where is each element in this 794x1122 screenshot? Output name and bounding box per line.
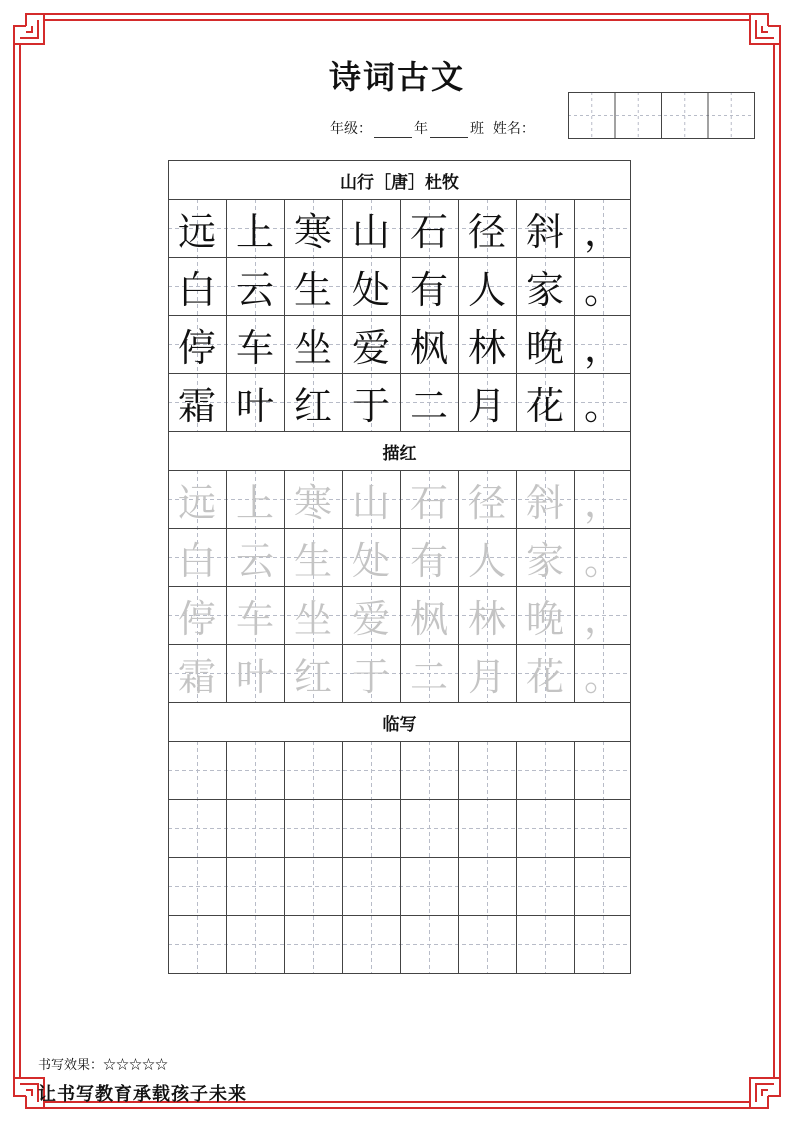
poem-char: 生	[293, 267, 332, 312]
poem-char: 径	[467, 480, 506, 525]
poem-char: 处	[351, 538, 390, 583]
poem-char: 人	[467, 538, 506, 583]
poem-char: 云	[235, 267, 274, 312]
poem-char: ，	[583, 596, 622, 641]
grade-label: 年级：	[330, 121, 372, 137]
poem-char: 家	[525, 267, 564, 312]
poem-char: 于	[351, 383, 390, 428]
poem-char: 林	[467, 596, 506, 641]
poem-char: 坐	[293, 596, 332, 641]
poem-char: 花	[525, 383, 564, 428]
poem-char: 霜	[177, 654, 216, 699]
poem-char: 有	[409, 267, 448, 312]
poem-char: 停	[177, 596, 216, 641]
poem-char: 远	[177, 209, 216, 254]
poem-char: 。	[583, 383, 622, 428]
poem-char: 二	[409, 654, 448, 699]
name-label: 姓名：	[492, 121, 535, 137]
poem-char: 月	[467, 654, 506, 699]
poem-char: 车	[235, 596, 274, 641]
poem-char: 远	[177, 480, 216, 525]
poem-char: 斜	[525, 209, 564, 254]
poem-char: 生	[293, 538, 332, 583]
poem-char: 晚	[525, 596, 564, 641]
poem-char: 晚	[525, 325, 564, 370]
poem-char: ，	[583, 325, 622, 370]
student-info	[330, 118, 535, 138]
poem-char: 云	[235, 538, 274, 583]
year-label: 年	[414, 121, 428, 137]
class-blank[interactable]	[430, 123, 468, 138]
poem-char: 。	[583, 654, 622, 699]
copy-grid-lines	[168, 741, 631, 974]
poem-char: 叶	[235, 383, 274, 428]
poem-char: 上	[235, 480, 274, 525]
poem-char: 坐	[293, 325, 332, 370]
poem-char: 于	[351, 654, 390, 699]
trace-heading: 描红	[168, 431, 631, 470]
poem-char: 白	[177, 267, 216, 312]
poem-char: 爱	[351, 325, 390, 370]
poem-char: 车	[235, 325, 274, 370]
trace-grid[interactable]	[168, 470, 631, 702]
poem-char: 爱	[351, 596, 390, 641]
poem-char: 有	[409, 538, 448, 583]
poem-char: 叶	[235, 654, 274, 699]
poem-char: 人	[467, 267, 506, 312]
grade-blank[interactable]	[374, 123, 412, 138]
poem-char: 山	[351, 480, 390, 525]
poem-char: 红	[293, 654, 332, 699]
copy-heading: 临写	[168, 702, 631, 741]
poem-char: 。	[583, 267, 622, 312]
poem-char: 停	[177, 325, 216, 370]
poem-char: 。	[583, 538, 622, 583]
poem-char: 家	[525, 538, 564, 583]
poem-char: 寒	[293, 209, 332, 254]
class-label: 班	[470, 121, 484, 137]
poem-char: 石	[409, 209, 448, 254]
poem-char: 处	[351, 267, 390, 312]
poem-char: 林	[467, 325, 506, 370]
poem-char: 上	[235, 209, 274, 254]
page-title: 诗词古文	[328, 58, 465, 96]
poem-char: 径	[467, 209, 506, 254]
copy-grid[interactable]	[168, 741, 631, 973]
practice-sheet	[168, 160, 631, 973]
poem-char: 花	[525, 654, 564, 699]
name-boxes[interactable]	[568, 92, 756, 140]
poem-char: 红	[293, 383, 332, 428]
poem-char: 二	[409, 383, 448, 428]
poem-char: 白	[177, 538, 216, 583]
poem-grid	[168, 199, 631, 431]
poem-char: ，	[583, 480, 622, 525]
poem-char: 石	[409, 480, 448, 525]
poem-char: 斜	[525, 480, 564, 525]
poem-char: 月	[467, 383, 506, 428]
poem-char: 寒	[293, 480, 332, 525]
writing-rating: 书写效果：☆☆☆☆☆	[38, 1058, 169, 1073]
poem-heading: 山行［唐］杜牧	[168, 160, 631, 199]
poem-char: ，	[583, 209, 622, 254]
slogan: 让书写教育承载孩子未来	[38, 1084, 247, 1105]
poem-char: 山	[351, 209, 390, 254]
poem-char: 霜	[177, 383, 216, 428]
poem-char: 枫	[409, 325, 448, 370]
poem-char: 枫	[409, 596, 448, 641]
